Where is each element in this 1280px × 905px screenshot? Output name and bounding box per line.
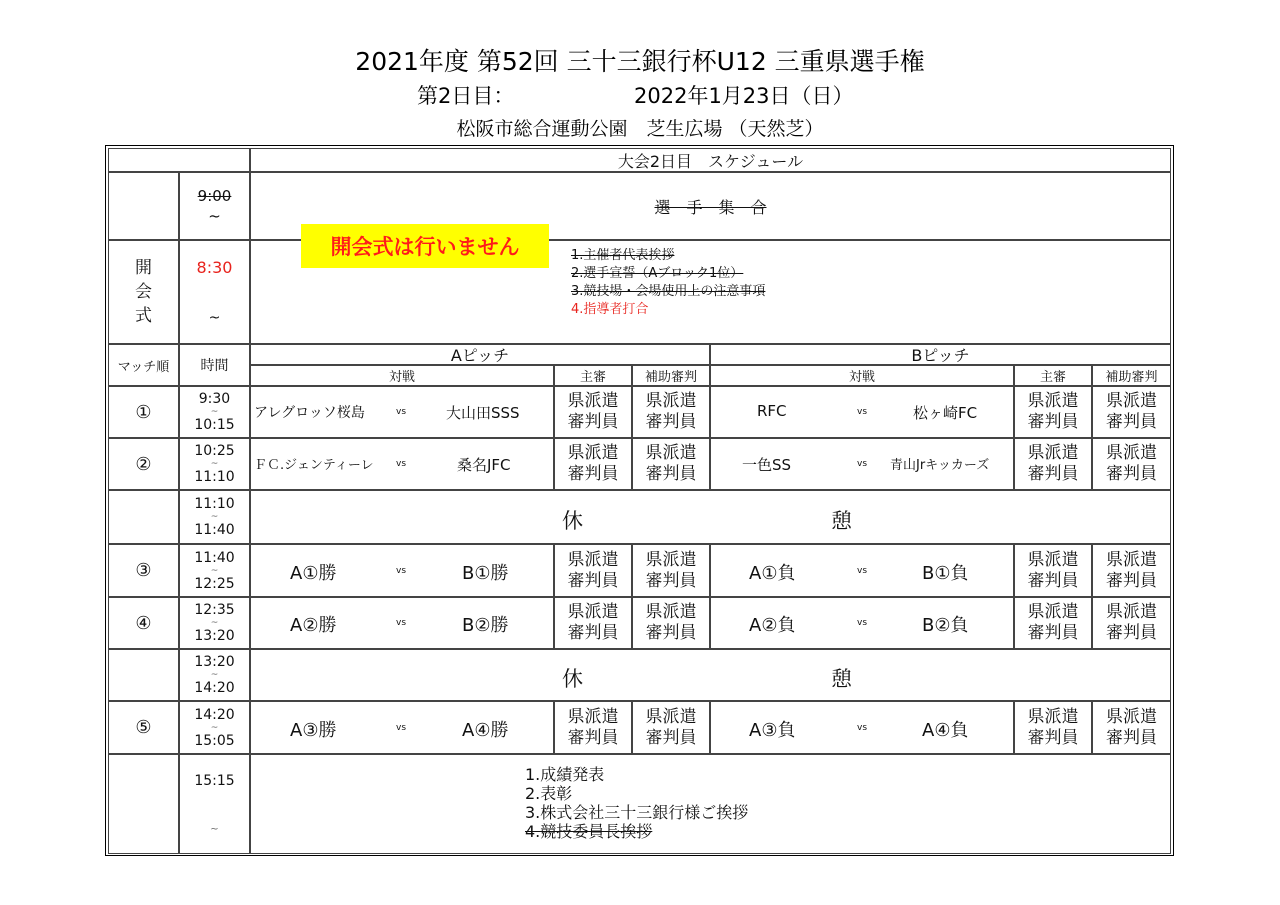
event-date: 2022年1月23日（日） [634,84,854,108]
match-number [108,701,179,754]
referee-line-2: 審判員 [567,727,619,748]
time-tilde: ~ [210,459,219,469]
end-time: 11:40 [194,522,235,538]
opening-item-1: 1.主催者代表挨拶 [571,248,675,263]
match-number [108,386,179,438]
opening-time-cell [179,240,250,344]
match-number [108,544,179,597]
match-number-text: ① [135,401,152,423]
schedule-title: 大会2日目 スケジュール [250,148,1171,172]
closing-item-4: 4.競技委員長挨拶 [525,822,653,841]
assembly-time: 9:00 [197,187,232,205]
pitch-a-vs: vs [396,618,407,628]
time-range-cell [179,649,250,701]
pitch-b-referee [1014,597,1092,649]
pitch-b-home-team: 一色SS [742,456,792,474]
referee-line-2: 審判員 [567,412,619,432]
assistant-line-2: 審判員 [1106,623,1157,643]
pitch-a-assistant-referee [632,597,710,649]
time-tilde: ~ [210,670,219,680]
referee-line-2: 審判員 [1027,570,1079,591]
time-range-cell [179,544,250,597]
time-range-cell [179,701,250,754]
pitch-b-header: Bピッチ [710,344,1171,365]
assistant-line-1: 県派遣 [1106,443,1157,463]
col-a-referee: 主審 [554,365,632,386]
referee-line-2: 審判員 [567,464,619,484]
pitch-a-home-team: アレグロッソ桜島 [254,405,365,421]
referee-line-1: 県派遣 [567,602,619,622]
opening-label-char-1: 開 [135,258,152,278]
referee-line-1: 県派遣 [567,443,619,463]
break-row [250,490,1171,544]
break-label-cell [108,649,179,701]
assistant-line-1: 県派遣 [1106,391,1157,411]
assistant-line-1: 県派遣 [645,443,697,463]
end-time: 14:20 [194,680,235,696]
opening-label-cell [108,240,179,344]
referee-line-2: 審判員 [1027,623,1079,643]
pitch-b-home-team: A①負 [749,562,796,584]
break-label-cell [108,490,179,544]
end-time: 11:10 [194,469,235,485]
closing-time: 15:15 [194,772,235,789]
time-tilde: ~ [210,407,219,417]
end-time: 12:25 [194,575,235,592]
break-label-left: 休 [562,667,583,691]
end-time: 15:05 [194,732,235,749]
referee-line-1: 県派遣 [567,706,619,727]
opening-label-char-2: 会 [135,282,152,302]
pitch-a-away-team: B①勝 [462,562,509,584]
pitch-b-assistant-referee [1092,701,1171,754]
col-b-matchup: 対戦 [710,365,1014,386]
time-range-cell [179,597,250,649]
match-number-text: ② [135,453,152,475]
document-title: 2021年度 第52回 三十三銀行杯U12 三重県選手権 [355,47,925,76]
pitch-a-assistant-referee [632,544,710,597]
break-label-right: 憩 [831,667,852,691]
pitch-a-vs: vs [396,565,407,576]
start-time: 11:40 [194,549,235,566]
pitch-b-home-team: A②負 [749,615,796,636]
opening-item-3: 3.競技場・会場使用上の注意事項 [571,284,766,299]
start-time: 9:30 [198,391,231,407]
pitch-b-assistant-referee [1092,438,1171,490]
closing-item-2: 2.表彰 [525,784,573,803]
venue: 松阪市総合運動公園 芝生広場 （天然芝） [456,118,824,140]
pitch-b-referee [1014,701,1092,754]
start-time: 12:35 [194,602,235,618]
break-label-right: 憩 [831,509,852,533]
pitch-a-assistant-referee [632,386,710,438]
pitch-a-away-team: 大山田SSS [446,404,520,422]
col-b-referee: 主審 [1014,365,1092,386]
pitch-a-referee [554,386,632,438]
assembly-label: 選 手 集 合 [654,197,767,217]
assembly-time-cell [179,172,250,240]
break-row [250,649,1171,701]
pitch-a-assistant-referee [632,438,710,490]
col-time: 時間 [179,344,250,386]
assistant-line-2: 審判員 [1106,570,1157,591]
pitch-b-vs: vs [857,618,868,628]
match-number [108,597,179,649]
end-time: 13:20 [194,628,235,644]
referee-line-2: 審判員 [567,570,619,591]
assistant-line-1: 県派遣 [1106,602,1157,622]
pitch-b-referee [1014,438,1092,490]
pitch-b-assistant-referee [1092,544,1171,597]
assistant-line-2: 審判員 [1106,727,1157,748]
closing-time-cell [179,754,250,854]
assistant-line-2: 審判員 [645,727,697,748]
time-range-cell [179,438,250,490]
pitch-b-referee [1014,544,1092,597]
start-time: 14:20 [194,706,235,723]
pitch-a-home-team: A①勝 [290,562,337,584]
time-range-cell [179,386,250,438]
pitch-b-home-team: A③負 [749,719,796,741]
pitch-a-home-team: ＦＣ.ジェンティーレ [254,458,374,473]
referee-line-1: 県派遣 [1027,549,1079,570]
closing-program-list [525,765,748,841]
assembly-label-cell [108,172,179,240]
end-time: 10:15 [194,417,235,433]
break-label-left: 休 [562,509,583,533]
referee-line-2: 審判員 [1027,412,1079,432]
pitch-b-vs: vs [857,459,868,469]
closing-label-cell [108,754,179,854]
pitch-b-away-team: B①負 [922,562,969,584]
pitch-a-referee [554,701,632,754]
pitch-b-away-team: B②負 [922,615,969,636]
pitch-b-assistant-referee [1092,597,1171,649]
time-tilde: ~ [210,618,219,628]
opening-item-4: 4.指導者打合 [571,302,649,317]
time-tilde: ~ [210,722,219,733]
assistant-line-1: 県派遣 [645,549,697,570]
pitch-a-vs: vs [396,459,407,469]
assistant-line-2: 審判員 [645,570,697,591]
pitch-b-home-team: RFC [757,402,787,420]
assistant-line-1: 県派遣 [645,706,697,727]
opening-tilde: ~ [208,310,221,327]
pitch-b-vs: vs [857,565,868,576]
start-time: 10:25 [194,443,235,459]
assembly-tilde: ~ [208,207,221,225]
assistant-line-2: 審判員 [1106,464,1157,484]
pitch-a-away-team: B②勝 [462,615,509,636]
assistant-line-2: 審判員 [645,412,697,432]
time-tilde: ~ [210,565,219,576]
referee-line-2: 審判員 [1027,727,1079,748]
pitch-a-away-team: A④勝 [462,719,509,741]
opening-item-2: 2.選手宣誓（Aブロック1位） [571,266,744,281]
col-match-order: マッチ順 [108,344,179,386]
pitch-b-assistant-referee [1092,386,1171,438]
no-opening-ceremony-notice: 開会式は行いません [301,224,549,268]
pitch-a-vs: vs [396,407,407,417]
pitch-b-away-team: A④負 [922,719,969,741]
col-b-assistant: 補助審判 [1092,365,1171,386]
pitch-a-assistant-referee [632,701,710,754]
pitch-b-vs: vs [857,722,868,733]
pitch-b-away-team: 松ヶ崎FC [913,404,978,422]
referee-line-1: 県派遣 [1027,706,1079,727]
assistant-line-1: 県派遣 [1106,706,1157,727]
corner-cell [108,148,250,172]
closing-item-1: 1.成績発表 [525,765,605,784]
assistant-line-1: 県派遣 [645,602,697,622]
time-range-cell [179,490,250,544]
pitch-a-home-team: A③勝 [290,719,337,741]
match-number-text: ④ [135,612,152,634]
opening-label-char-3: 式 [135,306,152,326]
opening-time: 8:30 [196,257,233,277]
col-a-assistant: 補助審判 [632,365,710,386]
match-number-text: ③ [135,560,152,581]
start-time: 11:10 [194,496,235,512]
pitch-a-header: Aピッチ [250,344,710,365]
pitch-a-referee [554,597,632,649]
pitch-a-away-team: 桑名JFC [457,456,511,474]
pitch-b-away-team: 青山Jrキッカーズ [890,458,990,473]
referee-line-1: 県派遣 [567,549,619,570]
opening-program-list [571,247,765,319]
assistant-line-1: 県派遣 [1106,549,1157,570]
referee-line-2: 審判員 [1027,464,1079,484]
col-a-matchup: 対戦 [250,365,554,386]
referee-line-1: 県派遣 [1027,391,1079,411]
referee-line-1: 県派遣 [1027,443,1079,463]
pitch-b-vs: vs [857,407,868,417]
start-time: 13:20 [194,654,235,670]
match-number [108,438,179,490]
assistant-line-2: 審判員 [645,464,697,484]
assistant-line-2: 審判員 [645,623,697,643]
assistant-line-1: 県派遣 [645,391,697,411]
match-number-text: ⑤ [135,717,152,738]
referee-line-1: 県派遣 [567,391,619,411]
pitch-a-vs: vs [396,722,407,733]
referee-line-1: 県派遣 [1027,602,1079,622]
time-tilde: ~ [210,512,219,522]
closing-tilde: ~ [210,824,219,836]
pitch-a-referee [554,544,632,597]
closing-item-3: 3.株式会社三十三銀行様ご挨拶 [525,803,749,822]
pitch-b-referee [1014,386,1092,438]
assistant-line-2: 審判員 [1106,412,1157,432]
day-label: 第2日目： [417,84,515,108]
pitch-a-referee [554,438,632,490]
pitch-a-home-team: A②勝 [290,615,337,636]
referee-line-2: 審判員 [567,623,619,643]
